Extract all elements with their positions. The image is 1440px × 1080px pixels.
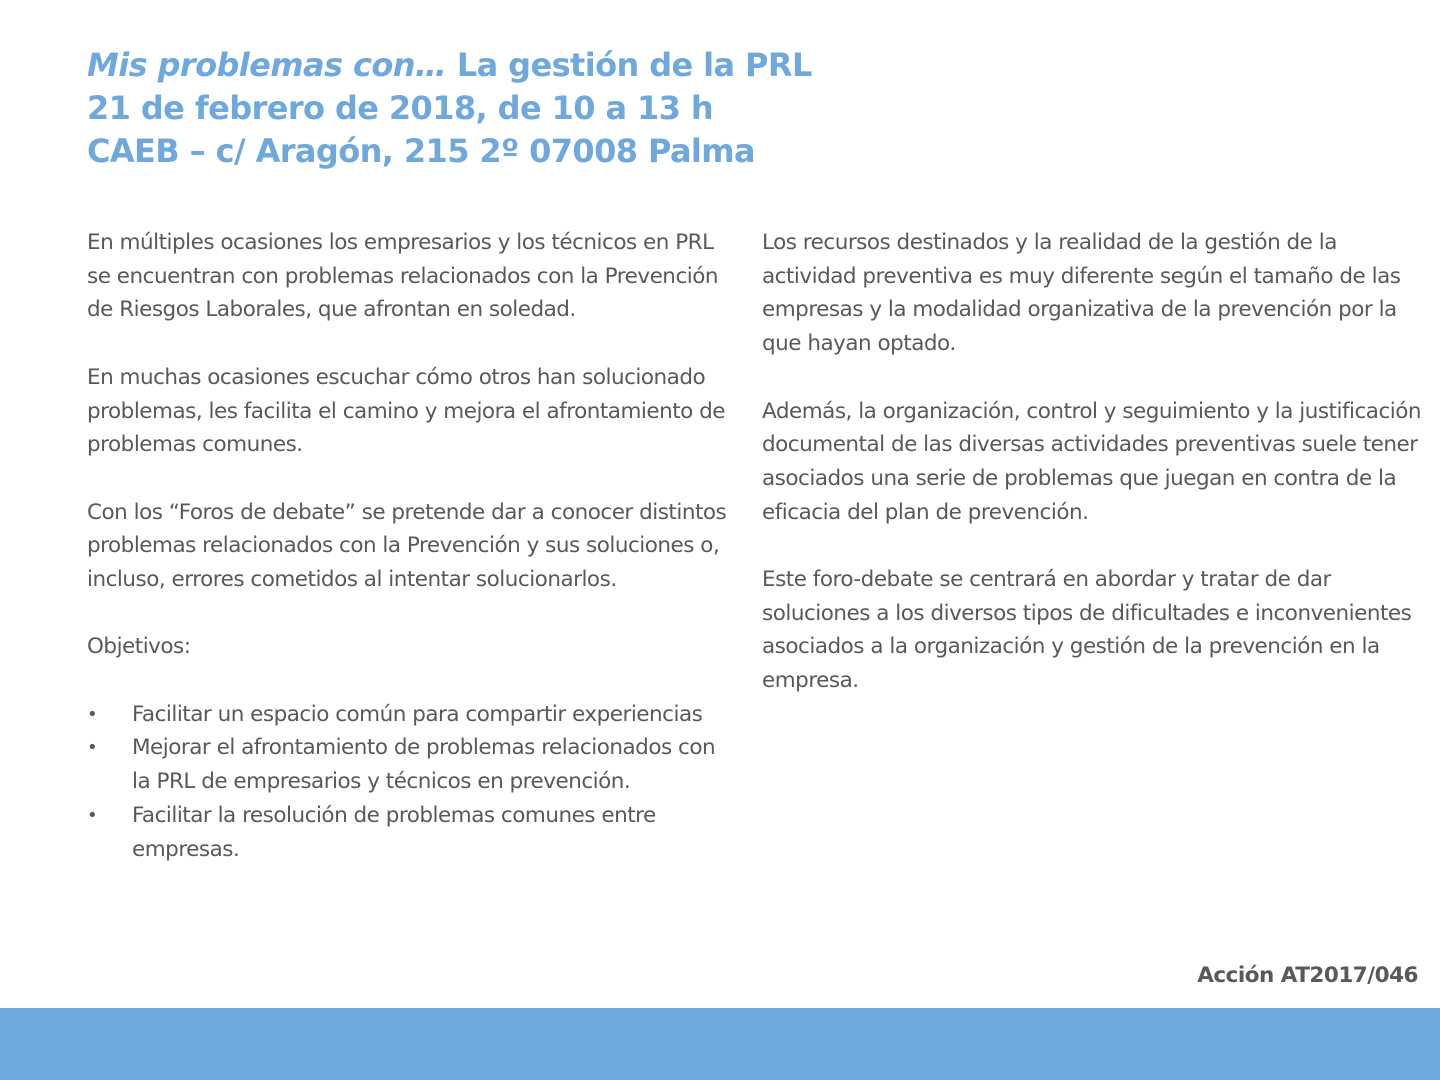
objectives-heading: Objetivos: — [87, 634, 191, 660]
objective-text: Mejorar el afrontamiento de problemas relacionados con la PRL de empresarios y técnicos en prevención. — [132, 735, 716, 795]
event-location: CAEB – c/ Aragón, 215 2º 07008 Palma — [87, 132, 756, 170]
objective-text: Facilitar la resolución de problemas comunes entre empresas. — [132, 802, 656, 862]
footer-bar — [0, 1008, 1440, 1080]
list-item — [87, 731, 727, 798]
title-italic: Mis problemas con… — [87, 46, 447, 84]
title-rest: La gestión de la PRL — [446, 46, 812, 84]
event-date: 21 de febrero de 2018, de 10 a 13 h — [87, 89, 714, 127]
page-header — [87, 44, 1387, 173]
bullet-icon: • — [87, 737, 98, 759]
organization-paragraph: Además, la organización, control y seguimiento y la justificación documental de las diversas actividades preventivas suele tener asociados una serie de problemas que juegan en contra de la eficacia del plan de prevención. — [762, 398, 1422, 525]
objectives-list — [87, 698, 727, 867]
page-title — [87, 44, 1387, 87]
intro-paragraph: En múltiples ocasiones los empresarios y los técnicos en PRL se encuentran con problemas relacionados con la Prevención de Riesgos Laborales, que afrontan en soledad. — [87, 230, 719, 323]
focus-paragraph: Este foro-debate se centrará en abordar y tratar de dar soluciones a los diversos tipos de dificultades e inconvenientes asociados a la organización y gestión de la prevención en la empresa. — [762, 567, 1412, 694]
bullet-icon: • — [87, 804, 98, 826]
bullet-icon: • — [87, 703, 98, 725]
objective-text: Facilitar un espacio común para compartir experiencias — [132, 701, 703, 727]
list-item — [87, 799, 727, 866]
action-code: Acción AT2017/046 — [1197, 963, 1418, 988]
list-item — [87, 698, 727, 732]
benefit-paragraph: En muchas ocasiones escuchar cómo otros han solucionado problemas, les facilita el camino y mejora el afrontamiento de problemas comunes. — [87, 364, 726, 458]
left-column — [87, 226, 727, 866]
right-column — [762, 226, 1427, 732]
resources-paragraph: Los recursos destinados y la realidad de la gestión de la actividad preventiva es muy diferente según el tamaño de las empresas y la modalidad organizativa de la prevención por la que hayan optado. — [762, 230, 1401, 357]
forum-paragraph: Con los “Foros de debate” se pretende dar a conocer distintos problemas relacionados con la Prevención y sus soluciones o, incluso, errores cometidos al intentar solucionarlos. — [87, 499, 727, 592]
